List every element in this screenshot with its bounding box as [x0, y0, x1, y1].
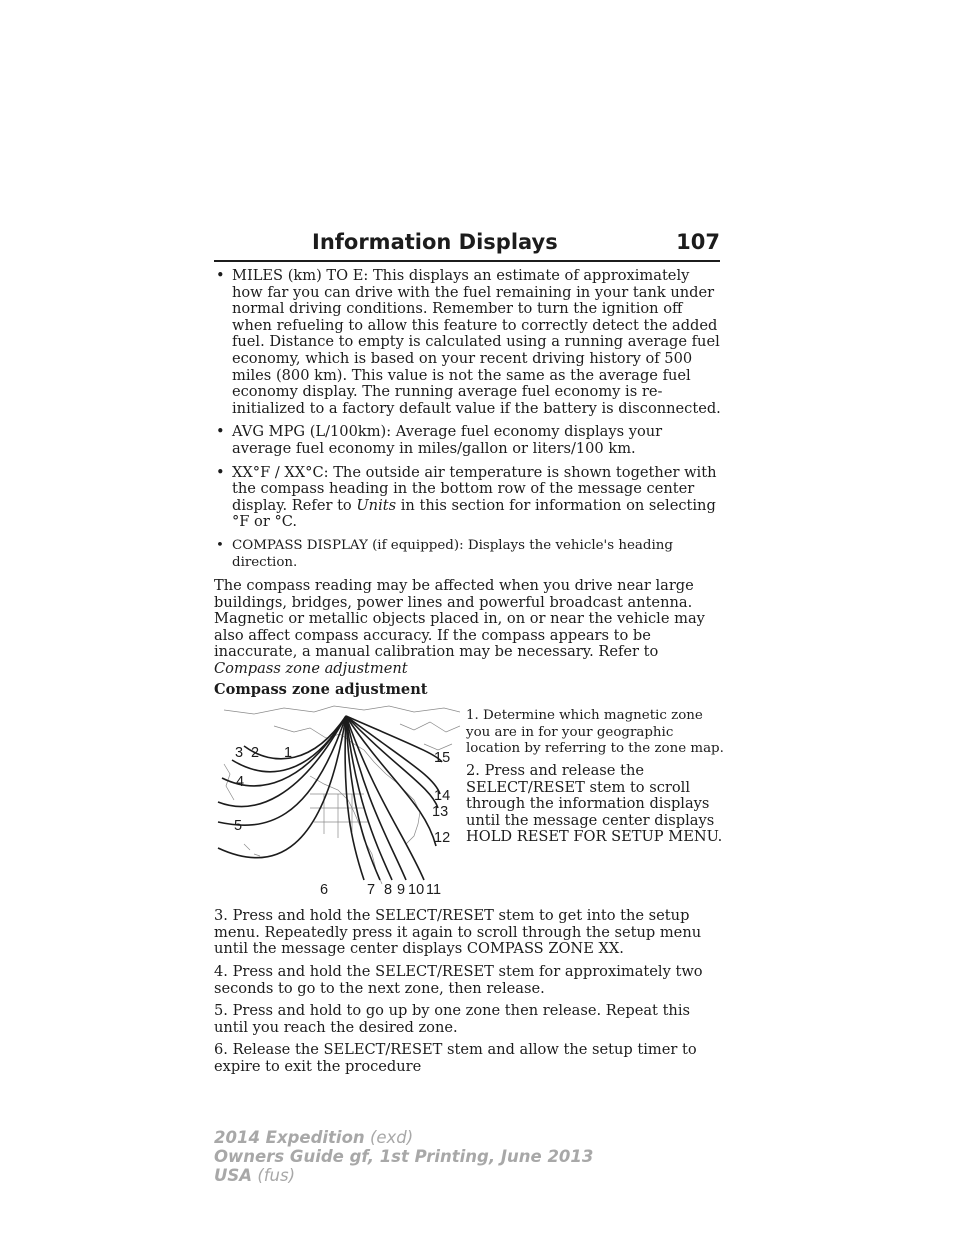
step-6: 6. Release the SELECT/RESET stem and allow the setup timer to expire to exit the procedure: [214, 1041, 697, 1075]
zone-label-12: 12: [434, 830, 451, 847]
zone-label-14: 14: [434, 788, 451, 805]
step-5: 5. Press and hold to go up by one zone then release. Repeat this until you reach the desired zone.: [214, 1002, 690, 1036]
step-2: 2. Press and release the SELECT/RESET stem to scroll through the information displays until the message center displays HOLD RESET FOR SETUP MENU.: [466, 762, 723, 846]
units-reference: Units: [356, 496, 397, 514]
footer-line-guide: [214, 1147, 593, 1166]
zone-label-13: 13: [432, 804, 449, 821]
zone-label-11: 11: [426, 882, 442, 899]
step-3: 3. Press and hold the SELECT/RESET stem to get into the setup menu. Repeatedly press it again to scroll through the setup menu until the message center displays COMPASS ZONE XX.: [214, 907, 702, 958]
page-number: 107: [676, 230, 720, 254]
zone-label-2: 2: [251, 745, 260, 762]
bullet-text: AVG MPG (L/100km): Average fuel economy displays your average fuel economy in miles/gallon or liters/100 km.: [232, 423, 663, 457]
footer-guide: Owners Guide gf, 1st Printing, June 2013: [214, 1147, 594, 1166]
footer-market: USA: [214, 1166, 253, 1185]
footer-model: 2014 Expedition: [214, 1128, 365, 1147]
bullet-miles-to-empty: [214, 268, 722, 417]
section-title: Information Displays: [312, 230, 558, 254]
page-header: [214, 228, 720, 262]
zone-label-8: 8: [384, 882, 393, 899]
steps-list: [214, 908, 722, 1075]
bullet-text: COMPASS DISPLAY (if equipped): Displays the vehicle's heading direction.: [232, 537, 673, 570]
compass-zone-reference: Compass zone adjustment: [214, 660, 408, 678]
zone-label-1: 1: [284, 745, 293, 762]
zone-label-15: 15: [434, 750, 451, 767]
compass-paragraph-text: The compass reading may be affected when you drive near large buildings, bridges, power lines and powerful broadcast antenna. Magnetic or metallic objects placed in, on or near the vehicle may also affect compass accuracy. If the compass appears to be inaccurate, a manual calibration may be necessary. Refer to: [214, 577, 705, 661]
zone-label-7: 7: [367, 882, 376, 899]
zone-label-5: 5: [234, 818, 243, 835]
bullet-dot: •: [216, 463, 225, 481]
page-footer: [214, 1128, 593, 1185]
bullet-text: XX°F / XX°C: The outside air temperature is shown together with the compass heading in the bottom row of the message center display. Refer to: [232, 463, 717, 514]
compass-paragraph: [214, 578, 722, 678]
zone-lines: [218, 716, 442, 880]
bullet-dot: •: [216, 537, 224, 553]
footer-model-code: (exd): [369, 1128, 414, 1147]
bullet-text: in this section for information on selecting °F or °C.: [232, 496, 716, 531]
zone-label-4: 4: [236, 774, 245, 791]
footer-market-code: (fus): [257, 1166, 296, 1185]
step-1: 1. Determine which magnetic zone you are in for your geographic location by referring to the zone map.: [466, 708, 724, 757]
zone-label-9: 9: [397, 882, 406, 899]
zone-label-3: 3: [235, 745, 244, 762]
footer-line-market: [214, 1166, 593, 1185]
subheading: Compass zone adjustment: [214, 680, 428, 698]
bullet-text: MILES (km) TO E: This displays an estimate of approximately how far you can drive with the fuel remaining in your tank under normal driving conditions. Remember to turn the ignition off when refueling to allow this feature to correctly detect the added fuel. Distance to empty is calculated using a running average fuel economy, which is based on your recent driving history of 500 miles (800 km). This value is not the same as the average fuel economy display. The running average fuel economy is re-initialized to a factory default value if the battery is disconnected.: [232, 267, 721, 417]
bullet-outside-temp: [214, 465, 722, 531]
zone-label-10: 10: [408, 882, 425, 899]
step-4: 4. Press and hold the SELECT/RESET stem for approximately two seconds to go to the next zone, then release.: [214, 963, 703, 997]
steps-right: [466, 708, 724, 851]
zone-section: [214, 704, 722, 904]
header-rule: [214, 260, 720, 262]
compass-zone-map: [214, 704, 460, 900]
page-content: [214, 268, 722, 1082]
bullet-dot: •: [216, 423, 225, 441]
footer-line-model: [214, 1128, 593, 1147]
bullet-compass-display: [214, 538, 722, 571]
zone-label-6: 6: [320, 882, 329, 899]
bullet-avg-mpg: [214, 424, 722, 457]
bullet-dot: •: [216, 267, 225, 284]
